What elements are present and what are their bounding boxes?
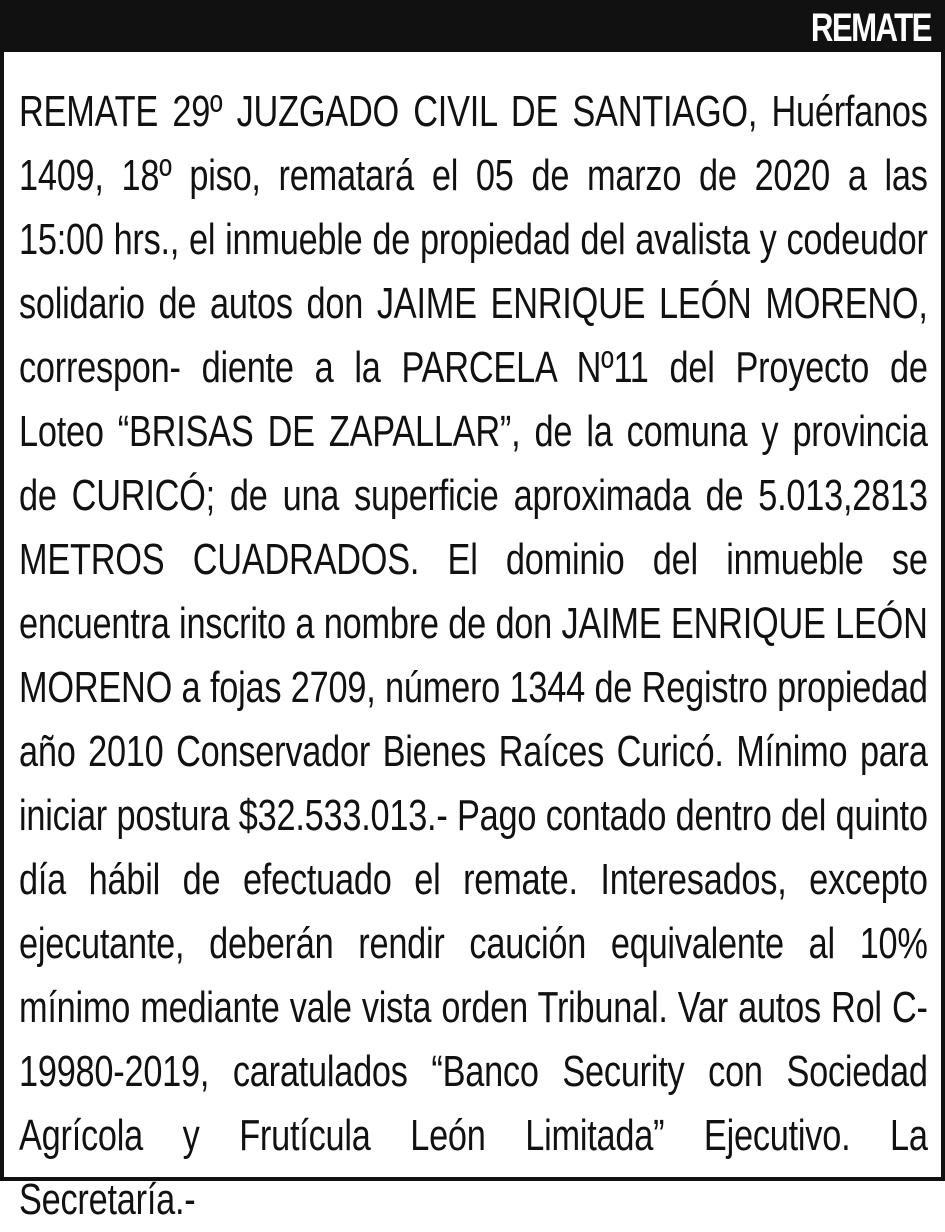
section-title: REMATE — [810, 6, 931, 50]
notice-body-text: REMATE 29º JUZGADO CIVIL DE SANTIAGO, Huérfanos 1409, 18º piso, rematará el 05 de marzo de 2020 a las 15:00 hrs., el inmueble de propiedad del avalista y codeudor solidario de autos don JAIME ENRIQUE LEÓN MORENO, correspon- diente a la PARCELA Nº11 del Proyecto de Loteo “BRISAS DE ZAPALLAR”, de la comuna y provincia de CURICÓ; de una superficie aproximada de 5.013,2813 METROS CUADRADOS. El dominio del inmueble se encuentra inscrito a nombre de don JAIME ENRIQUE LEÓN MORENO a fojas 2709, número 1344 de Registro propiedad año 2010 Conservador Bienes Raíces Curicó. Mínimo para iniciar postura $32.533.013.- Pago contado dentro del quinto día hábil de efectuado el remate. Interesados, excepto ejecutante, deberán rendir caución equivalente al 10% mínimo mediante vale vista orden Tribunal. Var autos Rol C-19980-2019, caratulados “Banco Security con Sociedad Agrícola y Frutícula León Limitada” Ejecutivo. La Secretaría.- — [19, 87, 928, 1224]
header-bar — [4, 4, 941, 52]
